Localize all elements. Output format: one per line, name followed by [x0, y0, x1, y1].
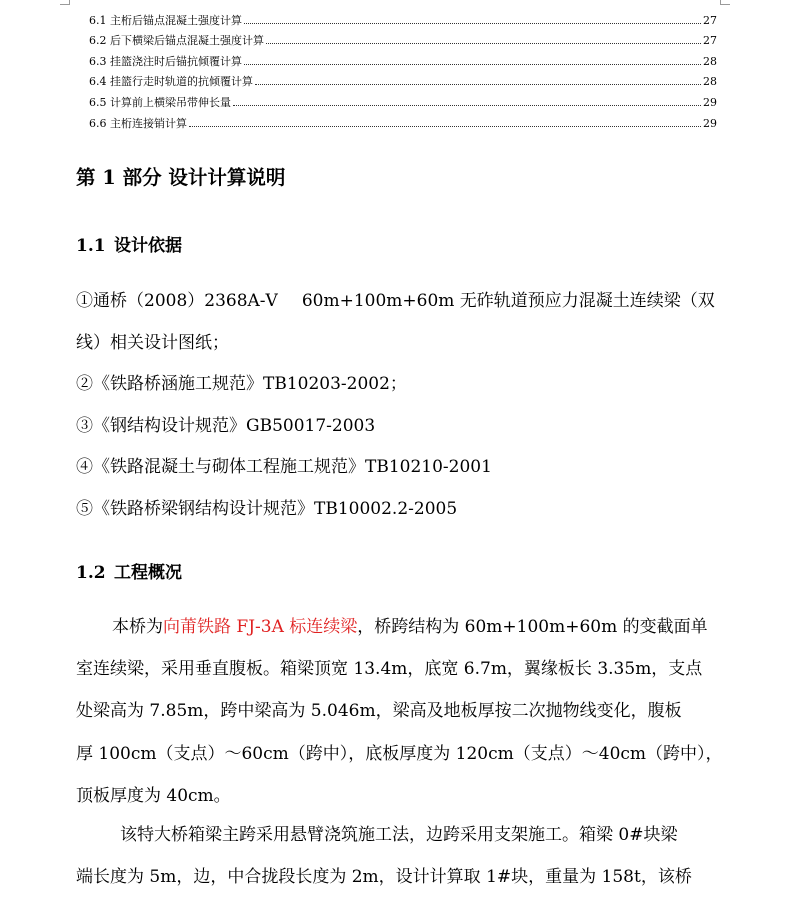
reference-item-2: ②《铁路桥涵施工规范》TB10203-2002；	[76, 374, 407, 394]
toc-entry-text: 6.2 后下横梁后锚点混凝土强度计算	[89, 34, 264, 48]
crop-mark-left	[60, 0, 70, 5]
section-number: 1.1	[76, 236, 106, 256]
toc-leader-dots	[266, 43, 701, 44]
toc-entry-text: 6.5 计算前上横梁吊带伸长量	[89, 95, 231, 109]
toc-page-number: 28	[703, 75, 717, 89]
reference-item-5: ⑤《铁路桥梁钢结构设计规范》TB10002.2-2005	[76, 498, 458, 519]
paragraph-line: 厚 100cm（支点）～60cm（跨中），底板厚度为 120cm（支点）～40cm（跨中），	[76, 743, 723, 764]
toc-leader-dots	[233, 105, 701, 106]
toc-leader-dots	[244, 23, 701, 24]
toc-leader-dots	[244, 64, 701, 65]
toc-page-number: 27	[703, 13, 717, 27]
reference-item-1-cont: 线）相关设计图纸；	[76, 332, 229, 353]
section-heading-1-2	[76, 558, 182, 583]
reference-item-1: ①通桥（2008）2368A-Ⅴ 60m+100m+60m 无砟轨道预应力混凝土连续梁（双	[76, 291, 715, 311]
section-title: 设计依据	[114, 236, 182, 256]
toc-entry-6-1[interactable]	[89, 6, 717, 27]
paragraph-line: 顶板厚度为 40cm。	[76, 785, 231, 806]
overview-paragraph-1	[76, 606, 723, 817]
toc-page-number: 28	[703, 54, 717, 68]
toc-entry-6-5[interactable]	[89, 88, 717, 109]
overview-paragraph-2	[76, 814, 718, 898]
reference-item-4: ④《铁路混凝土与砌体工程施工规范》TB10210-2001	[76, 457, 492, 477]
section-heading-1-1	[76, 231, 182, 256]
toc-page-number: 29	[703, 95, 717, 109]
toc-entry-6-3[interactable]	[89, 47, 717, 68]
toc-entry-text: 6.6 主桁连接销计算	[89, 116, 187, 130]
section-title: 工程概况	[114, 563, 182, 583]
paragraph-line: 处梁高为 7.85m，跨中梁高为 5.046m，梁高及地板厚按二次抛物线变化，腹板	[76, 701, 682, 722]
toc-leader-dots	[255, 84, 701, 85]
toc-entry-6-6[interactable]	[89, 109, 717, 130]
table-of-contents	[89, 6, 717, 130]
design-references	[76, 281, 718, 530]
reference-item-3: ③《钢结构设计规范》GB50017-2003	[76, 415, 376, 436]
toc-entry-6-2[interactable]	[89, 27, 717, 48]
crop-mark-right	[720, 0, 730, 5]
toc-page-number: 29	[703, 116, 717, 130]
part-heading: 第 1 部分 设计计算说明	[76, 166, 286, 189]
project-name-highlight: 向莆铁路 FJ-3A 标连续梁	[163, 617, 358, 637]
toc-page-number: 27	[703, 34, 717, 48]
toc-entry-text: 6.3 挂篮浇注时后锚抗倾覆计算	[89, 54, 242, 68]
toc-entry-text: 6.4 挂篮行走时轨道的抗倾覆计算	[89, 75, 253, 89]
paragraph-line: 本桥为向莆铁路 FJ-3A 标连续梁，桥跨结构为 60m+100m+60m 的变截面单	[112, 617, 708, 637]
toc-entry-6-4[interactable]	[89, 68, 717, 89]
paragraph-line: 室连续梁，采用垂直腹板。箱梁顶宽 13.4m，底宽 6.7m，翼缘板长 3.35m，支点	[76, 659, 703, 680]
paragraph-line: 该特大桥箱梁主跨采用悬臂浇筑施工法，边跨采用支架施工。箱梁 0#块梁	[120, 825, 678, 845]
paragraph-line: 端长度为 5m，边，中合拢段长度为 2m，设计计算取 1#块，重量为 158t，该桥	[76, 867, 692, 888]
section-number: 1.2	[76, 563, 106, 583]
toc-entry-text: 6.1 主桁后锚点混凝土强度计算	[89, 13, 242, 27]
toc-leader-dots	[189, 126, 701, 127]
